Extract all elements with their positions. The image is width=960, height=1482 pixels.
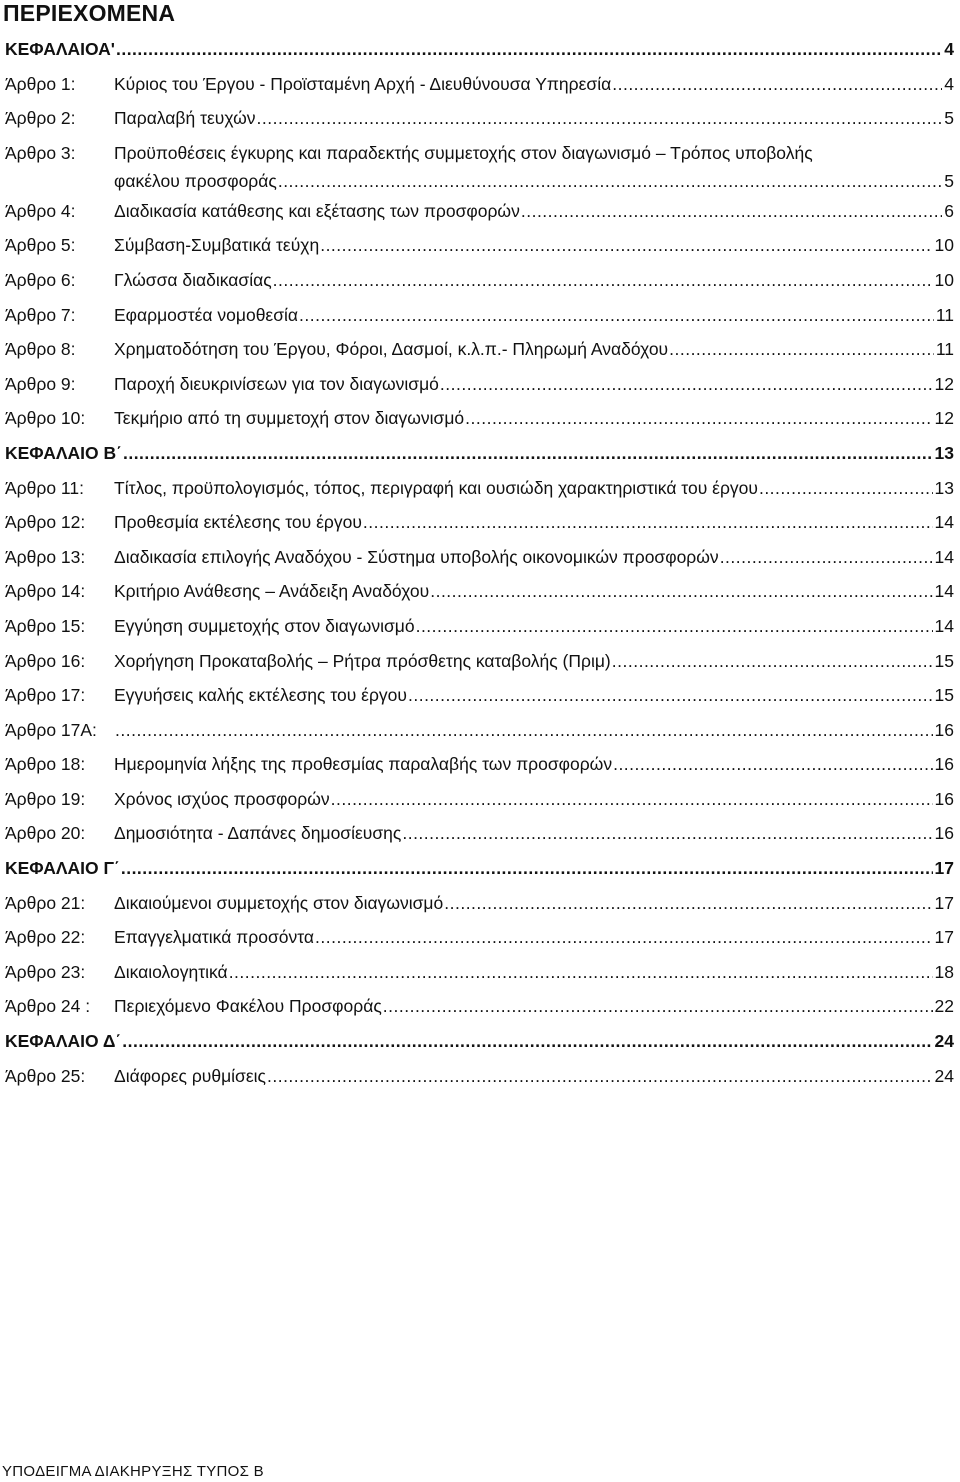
toc-entry-line xyxy=(114,471,954,506)
toc-page-number: 5 xyxy=(944,108,954,129)
toc-entry-line xyxy=(114,67,954,102)
toc-article-entry[interactable] xyxy=(0,678,960,713)
toc-entry-continuation xyxy=(114,168,954,194)
toc-article-entry[interactable] xyxy=(0,67,960,102)
dot-leader xyxy=(363,505,933,540)
toc-entry-title: Τίτλος, προϋπολογισμός, τόπος, περιγραφή και ουσιώδη χαρακτηριστικά του έργου xyxy=(114,477,758,498)
toc-entry-label: Άρθρο 1: xyxy=(5,73,76,94)
toc-article-entry[interactable] xyxy=(0,816,960,851)
dot-leader xyxy=(122,1024,932,1059)
toc-page-number: 18 xyxy=(934,961,954,982)
toc-page-number: 17 xyxy=(934,892,954,913)
dot-leader xyxy=(720,540,933,575)
dot-leader xyxy=(115,713,933,748)
toc-page-number: 15 xyxy=(934,685,954,706)
toc-entry-label: Άρθρο 8: xyxy=(5,339,76,360)
toc-article-entry[interactable] xyxy=(0,332,960,367)
toc-page-number: 17 xyxy=(934,927,954,948)
toc-entry-title: Κύριος του Έργου - Προϊσταμένη Αρχή - Διευθύνουσα Υπηρεσία xyxy=(114,73,612,94)
toc-page-number: 16 xyxy=(934,788,954,809)
toc-entry-line xyxy=(114,886,954,921)
toc-entry-line xyxy=(5,851,954,886)
toc-entry-label: Άρθρο 20: xyxy=(5,823,86,844)
toc-entry-title: Επαγγελματικά προσόντα xyxy=(114,927,315,948)
toc-page-number: 12 xyxy=(934,408,954,429)
dot-leader xyxy=(444,886,932,921)
toc-chapter-entry[interactable] xyxy=(0,851,960,886)
toc-page-number: 14 xyxy=(934,512,954,533)
toc-entry-label: Άρθρο 16: xyxy=(5,650,86,671)
toc-article-entry[interactable] xyxy=(0,989,960,1024)
table-of-contents xyxy=(0,32,960,1093)
toc-entry-line xyxy=(5,1024,954,1059)
toc-entry-label: Άρθρο 24 : xyxy=(5,996,91,1017)
toc-entry-line xyxy=(114,136,954,194)
toc-entry-line xyxy=(114,782,954,817)
toc-article-entry[interactable] xyxy=(0,228,960,263)
toc-page-number: 14 xyxy=(934,546,954,567)
toc-entry-line xyxy=(114,747,954,782)
toc-article-entry[interactable] xyxy=(0,1059,960,1094)
toc-page-number: 15 xyxy=(934,650,954,671)
toc-entry-title: Προϋποθέσεις έγκυρης και παραδεκτής συμμετοχής στον διαγωνισμό – Τρόπος υποβολής xyxy=(114,142,813,163)
toc-page-number: 17 xyxy=(934,858,954,879)
toc-entry-title: Δικαιολογητικά xyxy=(114,961,228,982)
toc-entry-line xyxy=(114,989,954,1024)
toc-entry-title: Παροχή διευκρινίσεων για τον διαγωνισμό xyxy=(114,373,439,394)
toc-page-number: 11 xyxy=(935,304,954,325)
toc-entry-line xyxy=(114,1059,954,1094)
dot-leader xyxy=(430,574,932,609)
toc-entry-label: Άρθρο 13: xyxy=(5,546,86,567)
dot-leader xyxy=(612,67,942,102)
toc-entry-label: Άρθρο 11: xyxy=(5,477,84,498)
toc-entry-title: Χρηματοδότηση του Έργου, Φόροι, Δασμοί, κ.λ.π.- Πληρωμή Αναδόχου xyxy=(114,339,669,360)
toc-entry-line xyxy=(114,540,954,575)
toc-entry-label: Άρθρο 22: xyxy=(5,927,86,948)
dot-leader xyxy=(315,920,933,955)
dot-leader xyxy=(257,101,943,136)
toc-page-number: 4 xyxy=(944,73,954,94)
toc-page-number: 13 xyxy=(934,477,954,498)
toc-chapter-entry[interactable] xyxy=(0,1024,960,1059)
toc-article-entry[interactable] xyxy=(0,713,960,748)
toc-page-number: 14 xyxy=(934,581,954,602)
toc-page-number: 13 xyxy=(934,442,954,463)
toc-article-entry[interactable] xyxy=(0,574,960,609)
toc-article-entry[interactable] xyxy=(0,644,960,679)
dot-leader xyxy=(440,367,933,402)
toc-entry-title: Εφαρμοστέα νομοθεσία xyxy=(114,304,299,325)
toc-chapter-entry[interactable] xyxy=(0,436,960,471)
toc-entry-line xyxy=(114,920,954,955)
toc-entry-title: ΚΕΦΑΛΑΙΟΑ' xyxy=(5,39,115,59)
toc-article-entry[interactable] xyxy=(0,101,960,136)
toc-entry-label: Άρθρο 2: xyxy=(5,108,76,129)
toc-entry-title: Τεκμήριο από τη συμμετοχή στον διαγωνισμό xyxy=(114,408,465,429)
dot-leader xyxy=(669,332,934,367)
toc-entry-title: ΚΕΦΑΛΑΙΟ Β΄ xyxy=(5,442,122,463)
toc-article-entry[interactable] xyxy=(0,747,960,782)
toc-entry-line xyxy=(114,367,954,402)
toc-entry-line xyxy=(114,955,954,990)
toc-entry-label: Άρθρο 3: xyxy=(5,142,76,163)
toc-entry-label: Άρθρο 17: xyxy=(5,685,86,706)
toc-entry-label: Άρθρο 19: xyxy=(5,788,86,809)
toc-entry-line xyxy=(114,713,954,748)
toc-entry-line xyxy=(114,609,954,644)
toc-entry-label: Άρθρο 7: xyxy=(5,304,76,325)
dot-leader xyxy=(612,644,933,679)
toc-chapter-entry[interactable] xyxy=(0,32,960,67)
toc-page-number: 16 xyxy=(934,754,954,775)
toc-entry-line xyxy=(5,32,954,67)
toc-entry-line xyxy=(114,505,954,540)
toc-entry-title: Προθεσμία εκτέλεσης του έργου xyxy=(114,512,362,533)
toc-entry-title: Ημερομηνία λήξης της προθεσμίας παραλαβής των προσφορών xyxy=(114,754,613,775)
toc-entry-title: Δημοσιότητα - Δαπάνες δημοσίευσης xyxy=(114,823,402,844)
toc-page-number: 24 xyxy=(934,1065,954,1086)
dot-leader xyxy=(331,782,933,817)
dot-leader xyxy=(320,228,932,263)
toc-article-entry[interactable] xyxy=(0,955,960,990)
toc-page-number: 14 xyxy=(934,615,954,636)
toc-entry-label: Άρθρο 12: xyxy=(5,512,86,533)
toc-entry-label: Άρθρο 5: xyxy=(5,235,76,256)
toc-article-entry[interactable] xyxy=(0,782,960,817)
toc-entry-line xyxy=(114,194,954,229)
toc-article-entry[interactable] xyxy=(0,540,960,575)
toc-entry-line xyxy=(114,298,954,333)
toc-entry-title: Διαδικασία κατάθεσης και εξέτασης των προσφορών xyxy=(114,200,520,221)
toc-entry-line xyxy=(114,574,954,609)
toc-entry-title: Εγγυήσεις καλής εκτέλεσης του έργου xyxy=(114,685,407,706)
toc-entry-label: Άρθρο 21: xyxy=(5,892,86,913)
page-footer: ΥΠΟΔΕΙΓΜΑ ΔΙΑΚΗΡΥΞΗΣ ΤΥΠΟΣ Β xyxy=(2,1463,264,1480)
toc-article-entry[interactable] xyxy=(0,505,960,540)
dot-leader xyxy=(273,263,933,298)
toc-page-number: 10 xyxy=(934,269,954,290)
toc-page-number: 16 xyxy=(934,823,954,844)
dot-leader xyxy=(299,298,934,333)
toc-entry-title: Διαδικασία επιλογής Αναδόχου - Σύστημα υποβολής οικονομικών προσφορών xyxy=(114,546,719,567)
dot-leader xyxy=(229,955,933,990)
dot-leader xyxy=(416,609,933,644)
toc-heading: ΠΕΡΙΕΧΟΜΕΝΑ xyxy=(3,0,176,26)
toc-article-entry[interactable] xyxy=(0,194,960,229)
toc-entry-label: Άρθρο 18: xyxy=(5,754,86,775)
toc-entry-title: Γλώσσα διαδικασίας xyxy=(114,269,272,290)
toc-article-entry[interactable] xyxy=(0,920,960,955)
toc-entry-label: Άρθρο 14: xyxy=(5,581,86,602)
toc-entry-label: Άρθρο 4: xyxy=(5,200,76,221)
toc-entry-label: Άρθρο 9: xyxy=(5,373,76,394)
toc-entry-line xyxy=(114,678,954,713)
toc-entry-label: Άρθρο 10: xyxy=(5,408,86,429)
toc-page-number: 4 xyxy=(944,39,954,59)
dot-leader xyxy=(123,436,933,471)
toc-entry-line xyxy=(114,228,954,263)
toc-entry-label: Άρθρο 23: xyxy=(5,961,86,982)
dot-leader xyxy=(121,851,933,886)
dot-leader xyxy=(408,678,933,713)
dot-leader xyxy=(267,1059,933,1094)
toc-entry-title: ΚΕΦΑΛΑΙΟ Δ΄ xyxy=(5,1031,122,1052)
toc-entry-line xyxy=(114,401,954,436)
toc-page-number: 22 xyxy=(934,996,954,1017)
toc-entry-line xyxy=(5,436,954,471)
toc-entry-label: Άρθρο 17Α: xyxy=(5,719,97,740)
toc-article-entry[interactable] xyxy=(0,609,960,644)
toc-page-number: 16 xyxy=(934,719,954,740)
toc-entry-title: Παραλαβή τευχών xyxy=(114,108,256,129)
toc-entry-title: Διάφορες ρυθμίσεις xyxy=(114,1065,266,1086)
dot-leader xyxy=(383,989,933,1024)
toc-entry-label: Άρθρο 6: xyxy=(5,269,76,290)
toc-entry-title: Χορήγηση Προκαταβολής – Ρήτρα πρόσθετης καταβολής (Πριμ) xyxy=(114,650,611,671)
toc-article-entry[interactable] xyxy=(0,367,960,402)
toc-article-entry[interactable] xyxy=(0,471,960,506)
toc-entry-line xyxy=(114,644,954,679)
toc-entry-line xyxy=(114,332,954,367)
toc-entry-title: Κριτήριο Ανάθεσης – Ανάδειξη Αναδόχου xyxy=(114,581,430,602)
toc-entry-line xyxy=(114,816,954,851)
toc-entry-title: Χρόνος ισχύος προσφορών xyxy=(114,788,330,809)
toc-entry-title-continued: φακέλου προσφοράς xyxy=(114,170,277,191)
toc-page-number: 10 xyxy=(934,235,954,256)
toc-page-number: 6 xyxy=(944,200,954,221)
toc-entry-label: Άρθρο 15: xyxy=(5,615,86,636)
dot-leader xyxy=(759,471,933,506)
toc-page-number: 5 xyxy=(944,170,954,191)
toc-entry-title: ΚΕΦΑΛΑΙΟ Γ΄ xyxy=(5,858,120,879)
toc-article-entry[interactable] xyxy=(0,401,960,436)
dot-leader xyxy=(521,194,942,229)
toc-entry-title: Σύμβαση-Συμβατικά τεύχη xyxy=(114,235,320,256)
toc-entry-title: Περιεχόμενο Φακέλου Προσφοράς xyxy=(114,996,382,1017)
dot-leader xyxy=(278,168,942,194)
toc-page-number: 12 xyxy=(934,373,954,394)
toc-article-entry[interactable] xyxy=(0,886,960,921)
dot-leader xyxy=(465,401,932,436)
toc-article-entry[interactable] xyxy=(0,298,960,333)
dot-leader xyxy=(116,32,942,67)
toc-article-entry[interactable] xyxy=(0,263,960,298)
toc-entry-line xyxy=(114,263,954,298)
toc-entry-line xyxy=(114,101,954,136)
toc-entry-label: Άρθρο 25: xyxy=(5,1065,86,1086)
toc-article-entry[interactable] xyxy=(0,136,960,194)
dot-leader xyxy=(402,816,932,851)
dot-leader xyxy=(613,747,932,782)
toc-entry-title: Δικαιούμενοι συμμετοχής στον διαγωνισμό xyxy=(114,892,444,913)
toc-page-number: 24 xyxy=(934,1031,954,1052)
toc-entry-title: Εγγύηση συμμετοχής στον διαγωνισμό xyxy=(114,615,415,636)
toc-page-number: 11 xyxy=(935,339,954,360)
